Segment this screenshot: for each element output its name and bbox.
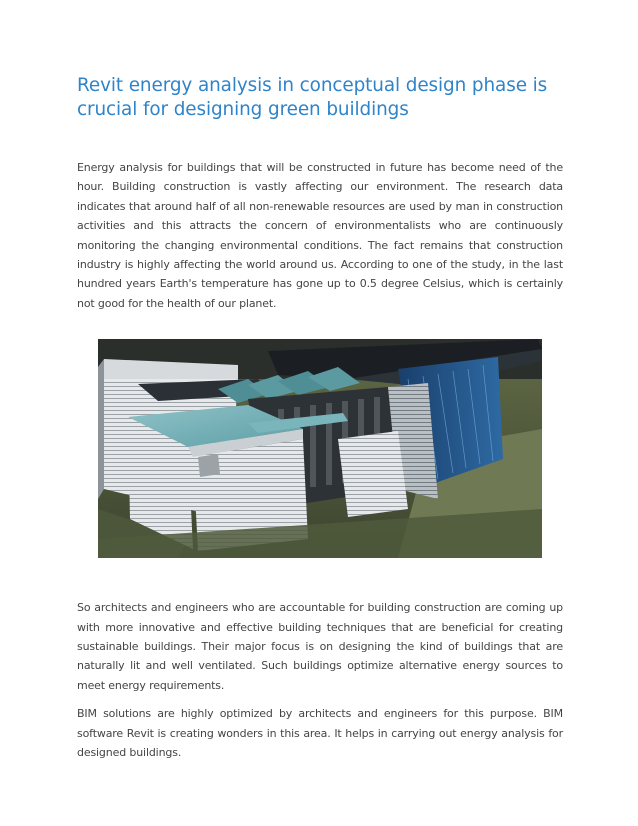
paragraph-architects: So architects and engineers who are accountable for building construction are coming up with more innovative and effective building techniques that are beneficial for creating sustainable buildings. Their major focus is on designing the kind of buildings that are naturally lit and well ventilated. Such buildings optimize alternative energy sources to meet energy requirements. [77,601,563,692]
building-render-image [98,339,542,558]
article-title: Revit energy analysis in conceptual design phase is crucial for designing green buildings [77,75,548,120]
paragraph-bim: BIM solutions are highly optimized by architects and engineers for this purpose. BIM software Revit is creating wonders in this area. It helps in carrying out energy analysis for designed buildings. [77,707,563,760]
paragraph-intro: Energy analysis for buildings that will be constructed in future has become need of the hour. Building construction is vastly affecting our environment. The research data indicates that around half of all non-renewable resources are used by man in construction activities and this attracts the concern of environmentalists who are continuously monitoring the changing environmental conditions. The fact remains that construction industry is highly affecting the world around us. According to one of the study, in the last hundred years Earth's temperature has gone up to 0.5 degree Celsius, which is certainly not good for the health of our planet. [77,161,563,310]
document-page [77,74,563,763]
